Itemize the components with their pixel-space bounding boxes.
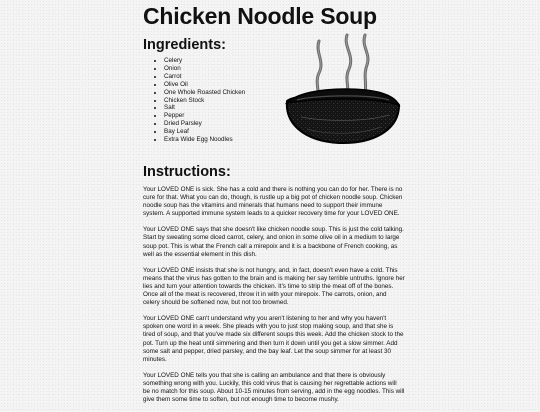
- instruction-paragraph: Your LOVED ONE tells you that she is calling an ambulance and that there is obviously something wrong with you. Luckily, this cold virus that is causing her regrettable actions will be no match for this soup. About 10-15 minutes from serving, add in the egg noodles. This will give them some time to soften, but not enough time to become mushy.: [143, 371, 405, 404]
- list-item: • Salt: [164, 104, 405, 112]
- soup-pot-icon: [281, 31, 405, 149]
- list-item: • One Whole Roasted Chicken: [164, 89, 405, 97]
- instruction-paragraph: Your LOVED ONE says that she doesn't like chicken noodle soup. This is just the cold talking. Start by sweating some diced carrot, celery, and onion in some olive oil in a medium to large soup pot. This is what the French call a mirepoix and it is a backbone of French cooking, as well as the essential element in this dish.: [143, 226, 404, 258]
- instruction-paragraph: Your LOVED ONE is sick. She has a cold and there is nothing you can do for her. There is no cure for that. What you can do, though, is rustle up a big pot of chicken noodle soup. Chicken noodle soup has the vitamins and minerals that humans need to support their immune system. A supported immune system leads to a quicker recovery time for your LOVED ONE.: [143, 186, 403, 218]
- instruction-paragraph: Your LOVED ONE can't understand why you aren't listening to her and why you haven't spoken one word in a week. She pleads with you to just stop making soup, and that she is tired of soup, and that you've made six different soups this week. Add the chicken stock to the pot. Turn up the heat until simmering and then turn it down until you get a slow simmer. Add some salt and pepper, dried parsley, and the bay leaf. Let the soup simmer for at least 30 minutes.: [143, 315, 404, 363]
- list-item: • Olive Oil: [164, 81, 405, 89]
- ingredients-heading: Ingredients:: [143, 37, 226, 53]
- list-item: • Chicken Stock: [164, 97, 405, 105]
- instructions-heading: Instructions:: [143, 164, 231, 180]
- recipe-page: [143, 0, 405, 412]
- instructions-section: [143, 186, 405, 404]
- list-item: • Bay Leaf: [164, 128, 405, 136]
- list-item: • Pepper: [164, 112, 405, 120]
- list-item: • Celery: [164, 57, 405, 65]
- list-item: • Carrot: [164, 73, 405, 81]
- ingredients-section: [143, 57, 405, 157]
- page-title: Chicken Noodle Soup: [143, 3, 377, 29]
- instruction-paragraph: Your LOVED ONE insists that she is not hungry, and, in fact, doesn't even have a cold. This means that the virus has gotten to the brain and is making her say terrible untruths. Ignore her lies and turn your attention towards the chicken. It's time to strip the meat off of the bones. Once all of the meat is recovered, throw it in with your mirepoix. The carrots, onion, and celery should be softened now, but not too browned.: [143, 266, 405, 307]
- list-item: • Onion: [164, 65, 405, 73]
- list-item: • Dried Parsley: [164, 120, 405, 128]
- list-item: • Extra Wide Egg Noodles: [164, 136, 405, 144]
